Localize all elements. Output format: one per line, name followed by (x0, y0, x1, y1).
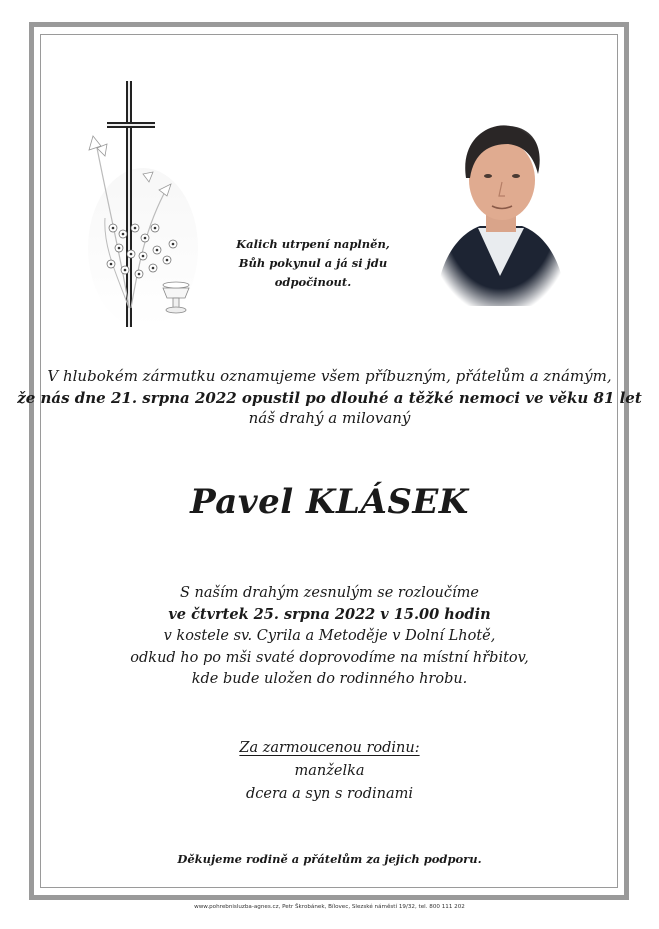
portrait-photo (430, 108, 570, 306)
deceased-name: Pavel KLÁSEK (190, 482, 469, 522)
announcement-line-2: že nás dne 21. srpna 2022 opustil po dlouhé a těžké nemoci ve věku 81 let (17, 389, 642, 407)
mourners-line-2: dcera a syn s rodinami (245, 786, 413, 802)
announcement-line-3: náš drahý a milovaný (248, 409, 411, 427)
funeral-line-3: v kostele sv. Cyrila a Metoděje v Dolní Lhotě, (163, 628, 496, 644)
footer-contact: www.pohrebnisluzba-agnes.cz, Petr Škrobánek, Bílovec, Slezské náměstí 19/32, tel. 800 111 202 (194, 904, 465, 910)
mourners-heading: Za zarmoucenou rodinu: (239, 740, 420, 756)
motto-line-1: Kalich utrpení naplněn, (236, 237, 390, 251)
motto-line-2: Bůh pokynul a já si jdu odpočinout. (238, 256, 388, 289)
cross-with-flowers-image (83, 78, 203, 330)
announcement-line-1: V hlubokém zármutku oznamujeme všem příbuzným, přátelům a známým, (47, 367, 612, 385)
funeral-line-4: odkud ho po mši svaté doprovodíme na místní hřbitov, (130, 650, 529, 666)
funeral-line-1: S naším drahým zesnulým se rozloučíme (180, 585, 479, 601)
mourners-line-1: manželka (294, 763, 365, 779)
funeral-datetime: ve čtvrtek 25. srpna 2022 v 15.00 hodin (168, 606, 491, 623)
thanks-note: Děkujeme rodině a přátelům za jejich podporu. (177, 852, 482, 866)
funeral-line-5: kde bude uložen do rodinného hrobu. (191, 671, 468, 687)
